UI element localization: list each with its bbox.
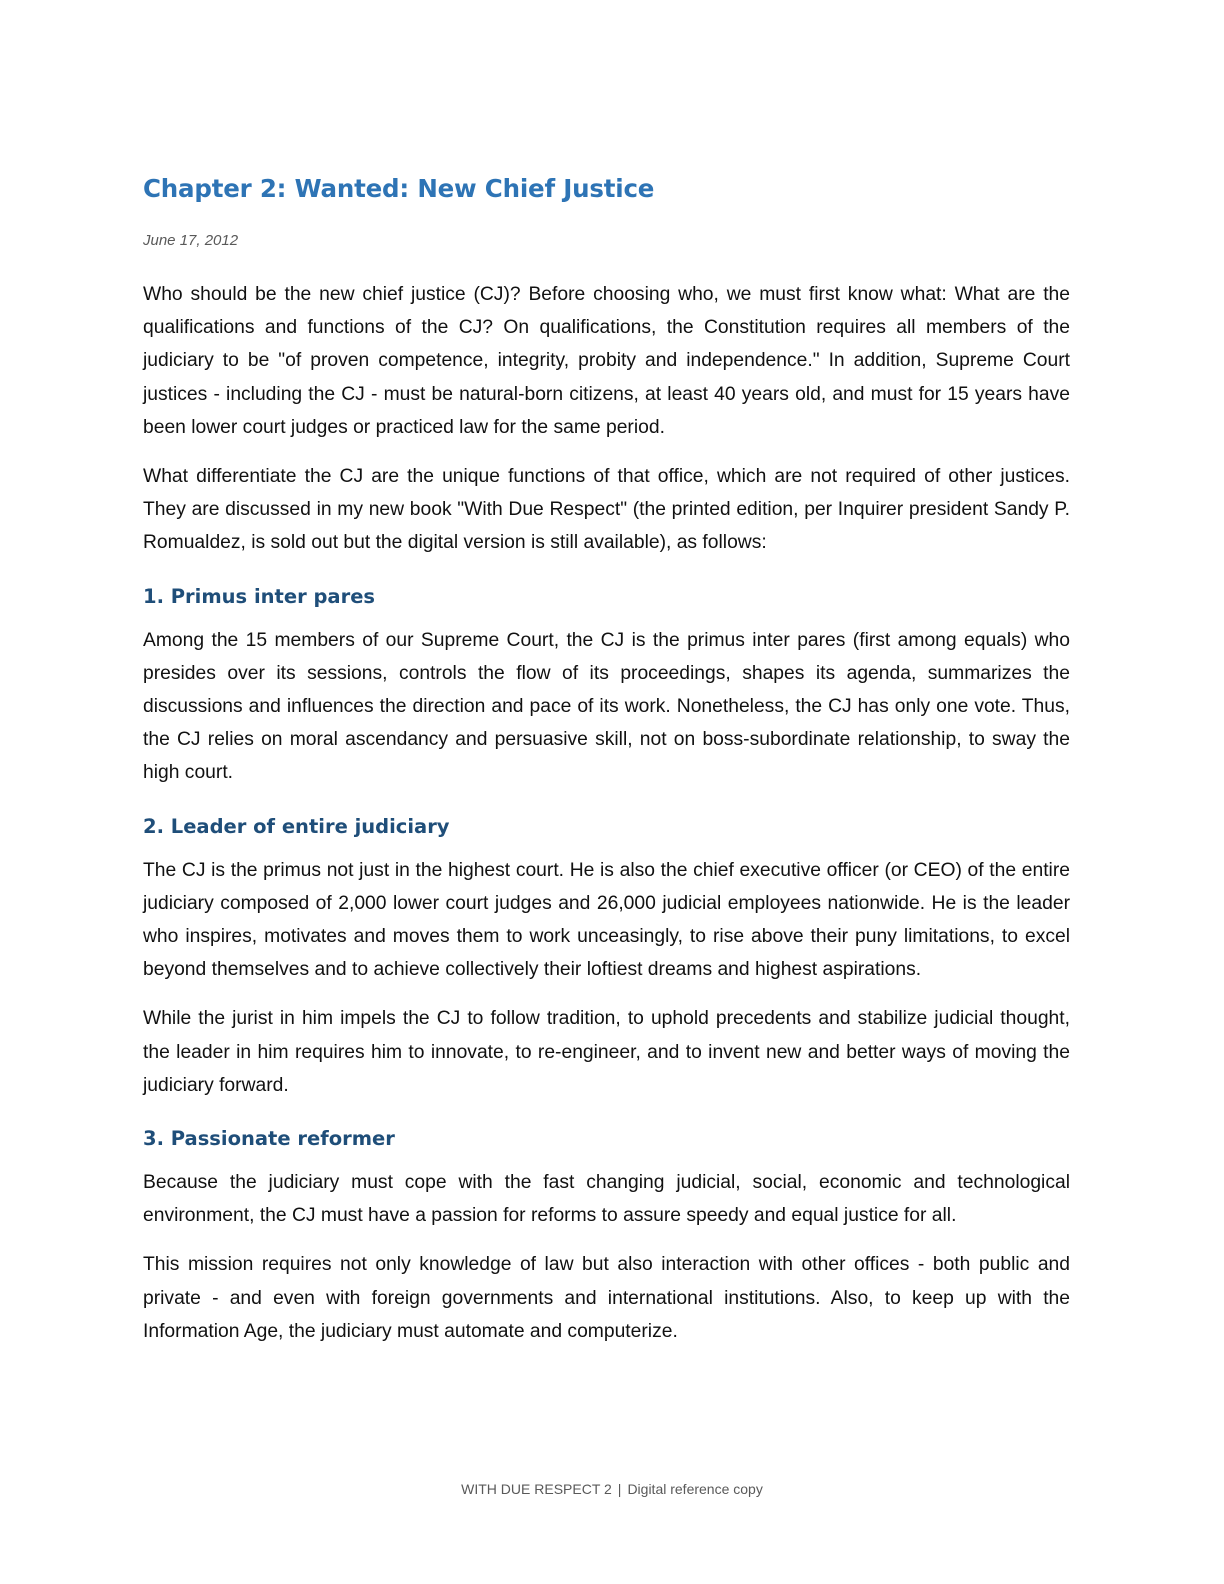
section-heading-primus-inter-pares: 1. Primus inter pares — [143, 584, 376, 608]
page-footer — [0, 1479, 1224, 1499]
section-heading-leader-of-judiciary: 2. Leader of entire judiciary — [143, 814, 450, 838]
footer-note: Digital reference copy — [627, 1481, 763, 1497]
footer-separator: | — [617, 1481, 622, 1497]
document-page — [143, 170, 1070, 1348]
body-paragraph: What differentiate the CJ are the unique functions of that office, which are not required of other justices. They are discussed in my new book "With Due Respect" (the printed edition, per Inquirer president Sandy P. Romualdez, is sold out but the digital version is still available), as follows: — [143, 466, 1070, 554]
chapter-title: Chapter 2: Wanted: New Chief Justice — [143, 174, 655, 203]
body-paragraph: The CJ is the primus not just in the highest court. He is also the chief executive officer (or CEO) of the entire judiciary composed of 2,000 lower court judges and 26,000 judicial employees nationwide. He is the leader who inspires, motivates and moves them to work unceasingly, to rise above their puny limitations, to excel beyond themselves and to achieve collectively their loftiest dreams and highest aspirations. — [143, 859, 1070, 981]
body-paragraph: Who should be the new chief justice (CJ)? Before choosing who, we must first know what: What are the qualifications and functions of the CJ? On qualifications, the Constitution requires all members of the judiciary to be "of proven competence, integrity, probity and independence." In addition, Supreme Court justices - including the CJ - must be natural-born citizens, at least 40 years old, and must for 15 years have been lower court judges or practiced law for the same period. — [143, 284, 1070, 438]
footer-book-title: WITH DUE RESPECT 2 — [461, 1481, 612, 1497]
body-paragraph: While the jurist in him impels the CJ to follow tradition, to uphold precedents and stabilize judicial thought, the leader in him requires him to innovate, to re-engineer, and to invent new and better ways of moving the judiciary forward. — [143, 1008, 1070, 1096]
body-paragraph: Among the 15 members of our Supreme Court, the CJ is the primus inter pares (first among equals) who presides over its sessions, controls the flow of its proceedings, shapes its agenda, summarizes the discussions and influences the direction and pace of its work. Nonetheless, the CJ has only one vote. Thus, the CJ relies on moral ascendancy and persuasive skill, not on boss-subordinate relationship, to sway the high court. — [143, 629, 1070, 784]
body-paragraph: Because the judiciary must cope with the fast changing judicial, social, economic and technological environment, the CJ must have a passion for reforms to assure speedy and equal justice for all. — [143, 1172, 1070, 1227]
section-heading-passionate-reformer: 3. Passionate reformer — [143, 1127, 395, 1151]
body-paragraph: This mission requires not only knowledge of law but also interaction with other offices - both public and private - and even with foreign governments and international institutions. Also, to keep up with the Information Age, the judiciary must automate and computerize. — [143, 1254, 1070, 1342]
publication-date: June 17, 2012 — [143, 232, 239, 249]
